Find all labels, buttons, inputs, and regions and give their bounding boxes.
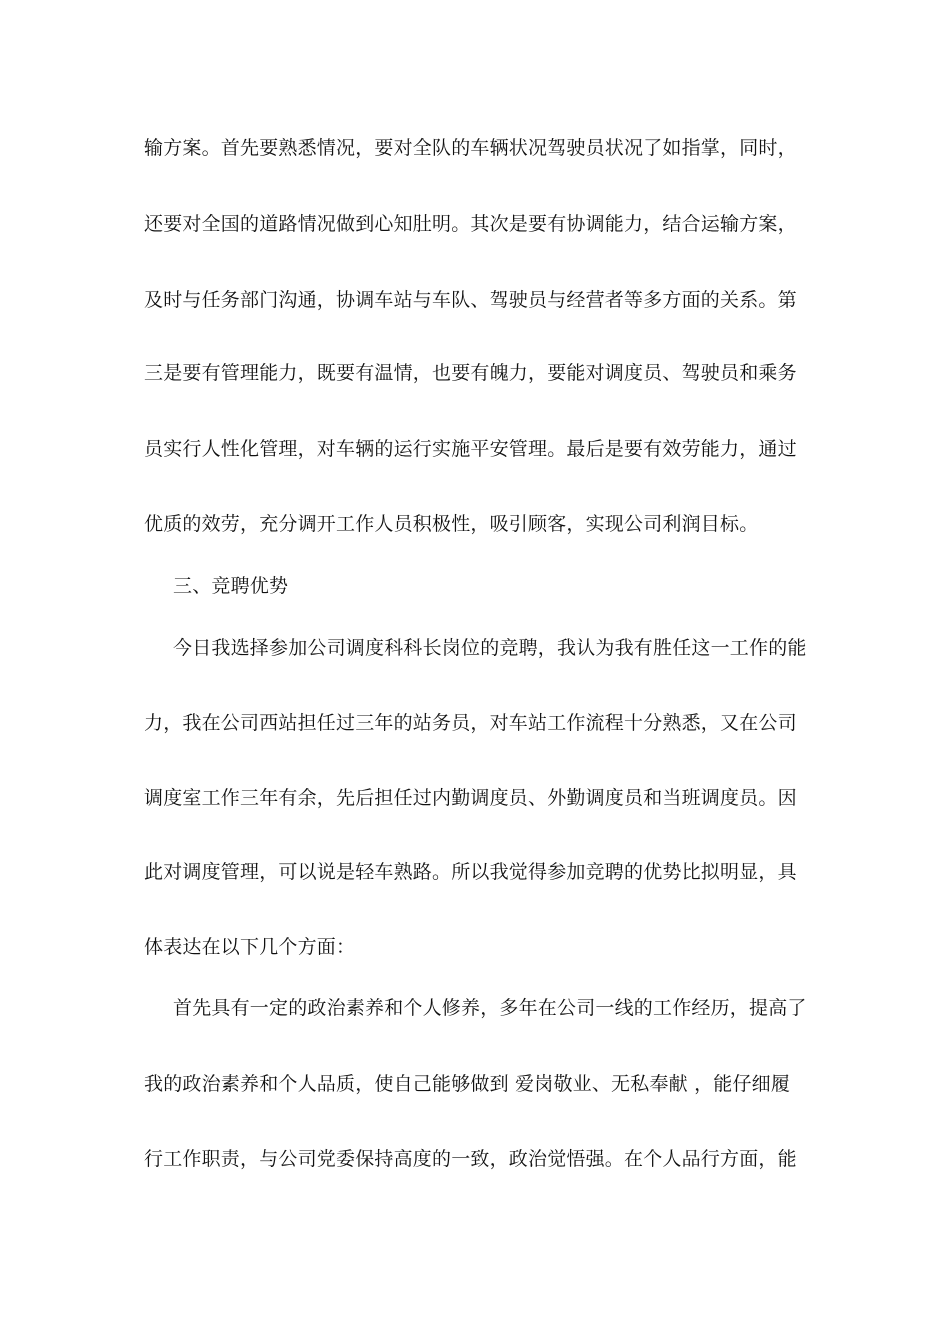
paragraph-line: 三是要有管理能力，既要有温情，也要有魄力，要能对调度员、驾驶员和乘务 <box>144 362 797 384</box>
paragraph-line: 我的政治素养和个人品质，使自己能够做到 爱岗敬业、无私奉献 ，能仔细履 <box>144 1073 791 1095</box>
paragraph-line: 首先具有一定的政治素养和个人修养，多年在公司一线的工作经历，提高了 <box>173 997 807 1019</box>
paragraph-line: 力，我在公司西站担任过三年的站务员，对车站工作流程十分熟悉，又在公司 <box>144 712 797 734</box>
paragraph-line: 行工作职责，与公司党委保持高度的一致，政治觉悟强。在个人品行方面，能 <box>144 1148 797 1170</box>
paragraph-line: 及时与任务部门沟通，协调车站与车队、驾驶员与经营者等多方面的关系。第 <box>144 289 797 311</box>
paragraph-line: 此对调度管理，可以说是轻车熟路。所以我觉得参加竞聘的优势比拟明显，具 <box>144 861 797 883</box>
paragraph-line: 今日我选择参加公司调度科科长岗位的竞聘，我认为我有胜任这一工作的能 <box>173 637 807 659</box>
paragraph-line: 还要对全国的道路情况做到心知肚明。其次是要有协调能力，结合运输方案， <box>144 213 797 235</box>
paragraph-line: 优质的效劳，充分调开工作人员积极性，吸引顾客，实现公司利润目标。 <box>144 513 759 535</box>
paragraph-line: 员实行人性化管理，对车辆的运行实施平安管理。最后是要有效劳能力，通过 <box>144 438 797 460</box>
paragraph-line: 输方案。首先要熟悉情况，要对全队的车辆状况驾驶员状况了如指掌，同时， <box>144 137 797 159</box>
section-heading: 三、竞聘优势 <box>173 575 289 597</box>
paragraph-line: 调度室工作三年有余，先后担任过内勤调度员、外勤调度员和当班调度员。因 <box>144 787 797 809</box>
paragraph-line: 体表达在以下几个方面： <box>144 936 356 958</box>
